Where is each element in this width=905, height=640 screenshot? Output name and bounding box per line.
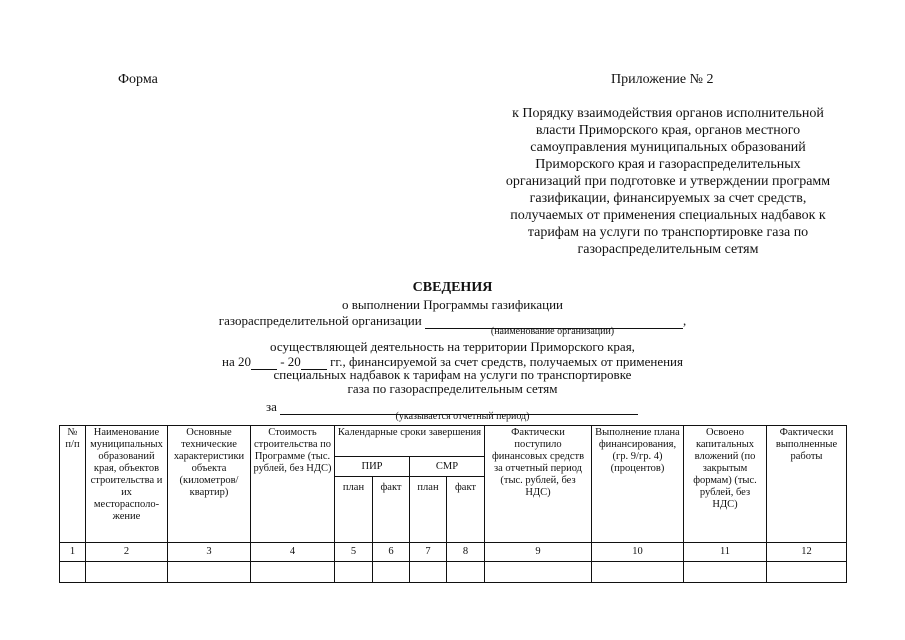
years-prefix: на 20 [221,354,251,369]
table-cell[interactable] [86,562,168,583]
org-name-hint: (наименование организации) [490,326,615,337]
column-number: 1 [60,543,86,562]
appendix-line: к Порядку взаимодействия органов исполнительной [512,106,824,121]
years-dash: - 20 [276,354,301,369]
table-row[interactable] [60,562,847,583]
header-deadlines: Календарные сроки завершения [335,426,485,457]
years-suffix: гг., финансируемой за счет средств, получаемых от применения [326,354,683,369]
table-cell[interactable] [373,562,410,583]
appendix-line: власти Приморского края, органов местного [535,123,801,138]
header-capital-investment: Освоено капитальных вложений (по закрытым формам) (тыс. рублей, без НДС) [684,426,767,543]
title-line-1: о выполнении Программы газификации [341,297,563,312]
period-hint: (указывается отчетный период) [395,411,530,422]
appendix-line: газификации, финансируемых за счет средств, [529,191,807,206]
appendix-line: тарифам на услуги по транспортировке газа по [527,225,809,240]
title-line-5: специальных надбавок к тарифам на услуги по транспортировке [273,367,632,382]
document-title: СВЕДЕНИЯ [412,280,493,295]
column-number: 3 [168,543,251,562]
column-number: 7 [410,543,447,562]
table-cell[interactable] [251,562,335,583]
header-received-funds: Фактически поступило финансовых средств за отчетный период (тыс. рублей, без НДС) [485,426,592,543]
column-number: 8 [447,543,485,562]
table-cell[interactable] [767,562,847,583]
header-smr-fact: факт [447,477,485,543]
column-number-row [60,543,847,562]
header-characteristics: Основные технические характеристики объекта (километров/ квартир) [168,426,251,543]
header-smr: СМР [410,457,485,477]
appendix-line: газораспределительным сетям [577,242,759,257]
org-label: газораспределительной организации [218,313,422,328]
header-pir: ПИР [335,457,410,477]
header-plan-execution: Выполнение плана финансирования, (гр. 9/гр. 4) (процентов) [592,426,684,543]
period-label: за [266,399,277,414]
appendix-line: самоуправления муниципальных образований [530,140,806,155]
table-cell[interactable] [447,562,485,583]
column-number: 4 [251,543,335,562]
appendix-text [488,105,848,258]
header-completed-work: Фактически выполненные работы [767,426,847,543]
table-cell[interactable] [60,562,86,583]
column-number: 9 [485,543,592,562]
header-pir-plan: план [335,477,373,543]
column-number: 10 [592,543,684,562]
comma: , [682,313,687,328]
appendix-line: получаемых от применения специальных надбавок к [510,208,826,223]
column-number: 2 [86,543,168,562]
report-table [59,425,847,583]
form-label: Форма [118,72,158,87]
appendix-title: Приложение № 2 [611,72,714,87]
column-number: 11 [684,543,767,562]
appendix-line: организаций при подготовке и утверждении программ [505,174,831,189]
header-name: Наименование муниципальных образований края, объектов строительства и их месторасполо-жение [86,426,168,543]
table-cell[interactable] [410,562,447,583]
header-cost: Стоимость строительства по Программе (тыс. рублей, без НДС) [251,426,335,543]
header-pir-fact: факт [373,477,410,543]
title-line-3: осуществляющей деятельность на территории Приморского края, [270,339,635,354]
column-number: 5 [335,543,373,562]
column-number: 6 [373,543,410,562]
table-cell[interactable] [684,562,767,583]
appendix-line: Приморского края и газораспределительных [535,157,801,172]
header-num: № п/п [60,426,86,543]
header-smr-plan: план [410,477,447,543]
title-line-6: газа по газораспределительным сетям [347,381,558,396]
table-cell[interactable] [485,562,592,583]
table-cell[interactable] [592,562,684,583]
column-number: 12 [767,543,847,562]
table-cell[interactable] [335,562,373,583]
table-cell[interactable] [168,562,251,583]
